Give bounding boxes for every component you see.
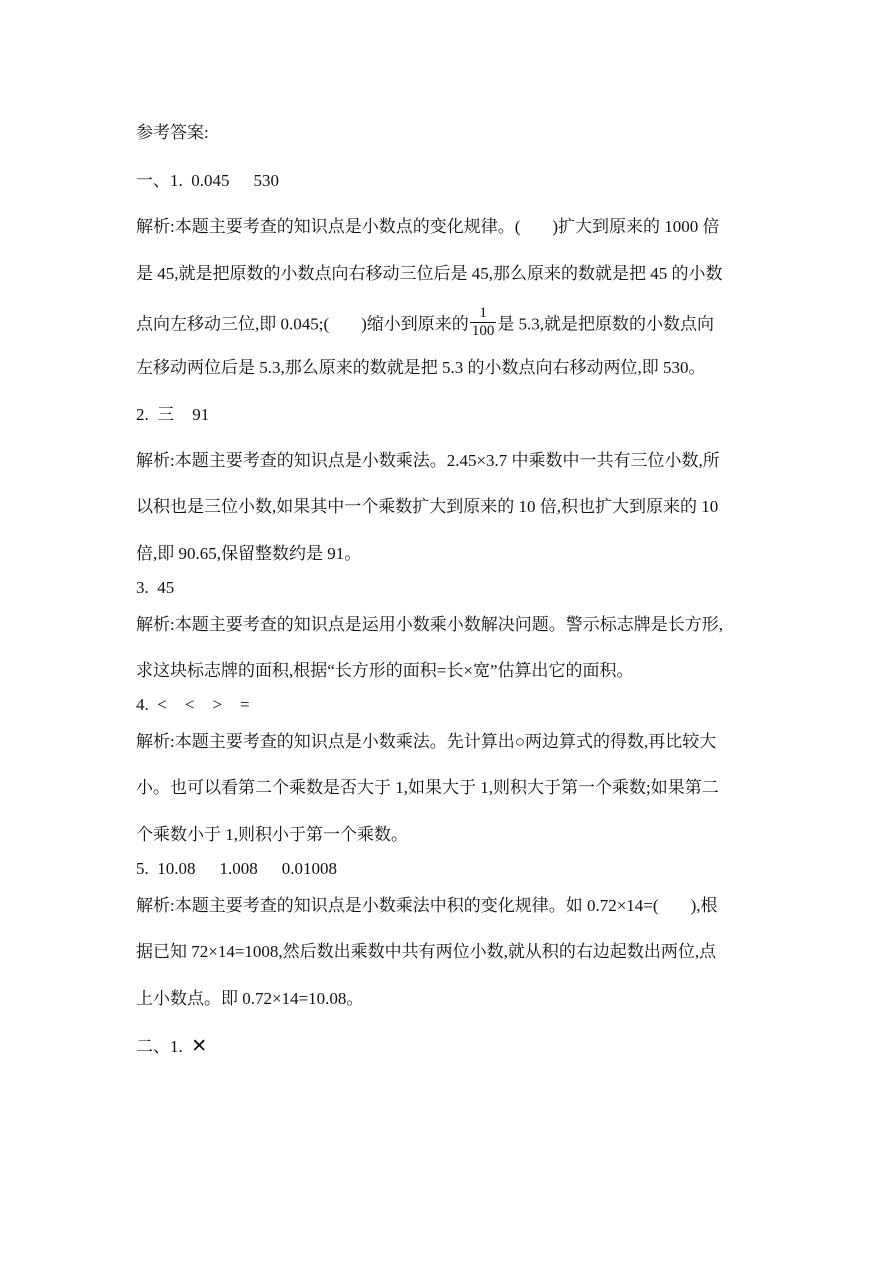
q4-explanation-line-3: 个乘数小于 1,则积小于第一个乘数。 (136, 825, 408, 844)
q1-explanation-line-3: 点向左移动三位,即 0.045;( )缩小到原来的 $\frac{1}{100}$ 是 5.3,就是把原数的小数点向 (136, 305, 715, 339)
q3-explanation-line-2: 求这块标志牌的面积,根据“长方形的面积=长×宽”估算出它的面积。 (136, 661, 634, 680)
q4-answer-4: = (240, 695, 250, 714)
q2-answer-1: 三 (157, 405, 175, 424)
q1-explanation-line-4: 左移动两位后是 5.3,那么原来的数就是把 5.3 的小数点向右移动两位,即 530。 (136, 358, 706, 377)
q5-answer-line: 5. 10.08 1.008 0.01008 (136, 859, 337, 878)
section2-q1-line: 二、1. ✕ (136, 1035, 208, 1057)
q4-answer-3: > (212, 695, 223, 714)
q3-explanation-line-1: 解析:本题主要考查的知识点是运用小数乘小数解决问题。警示标志牌是长方形, (136, 615, 723, 634)
q5-explanation-line-1: 解析:本题主要考查的知识点是小数乘法中积的变化规律。如 0.72×14=( ),根 (136, 896, 718, 915)
q5-answer-3: 0.01008 (281, 859, 337, 878)
q2-explanation-line-3: 倍,即 90.65,保留整数约是 91。 (136, 544, 362, 563)
q1-answer-2: 530 (253, 171, 279, 190)
q4-answer-line: 4. < < > = (136, 695, 250, 714)
q4-explanation-line-2: 小。也可以看第二个乘数是否大于 1,如果大于 1,则积大于第一个乘数;如果第二 (136, 778, 719, 797)
q4-explanation-line-1: 解析:本题主要考查的知识点是小数乘法。先计算出○两边算式的得数,再比较大 (136, 732, 717, 751)
q5-answer-1: 10.08 (157, 859, 196, 878)
q3-answer-1: 45 (157, 578, 175, 597)
q2-explanation-line-2: 以积也是三位小数,如果其中一个乘数扩大到原来的 10 倍,积也扩大到原来的 10 (136, 497, 719, 516)
q1-answer-line: 一、1. 0.045 530 (136, 171, 279, 190)
q2-answer-line: 2. 三 91 (136, 405, 210, 424)
fraction-one-hundredth: $\frac{1}{100}$ (471, 305, 495, 339)
q5-explanation-line-3: 上小数点。即 0.72×14=10.08。 (136, 989, 364, 1008)
q4-answer-2: < (184, 695, 195, 714)
q3-answer-line: 3. 45 (136, 578, 175, 597)
cross-mark-icon: ✕ (191, 1035, 208, 1057)
q2-explanation-line-1: 解析:本题主要考查的知识点是小数乘法。2.45×3.7 中乘数中一共有三位小数,所 (136, 451, 720, 470)
q1-explanation-line-1: 解析:本题主要考查的知识点是小数点的变化规律。( )扩大到原来的 1000 倍 (136, 217, 720, 236)
page-title: 参考答案: (136, 123, 209, 142)
q5-answer-2: 1.008 (219, 859, 258, 878)
q5-explanation-line-2: 据已知 72×14=1008,然后数出乘数中共有两位小数,就从积的右边起数出两位,点 (136, 942, 717, 961)
q2-answer-2: 91 (192, 405, 210, 424)
q1-answer-1: 0.045 (191, 171, 230, 190)
q1-explanation-line-2: 是 45,就是把原数的小数点向右移动三位后是 45,那么原来的数就是把 45 的小数 (136, 264, 723, 283)
q4-answer-1: < (157, 695, 167, 714)
